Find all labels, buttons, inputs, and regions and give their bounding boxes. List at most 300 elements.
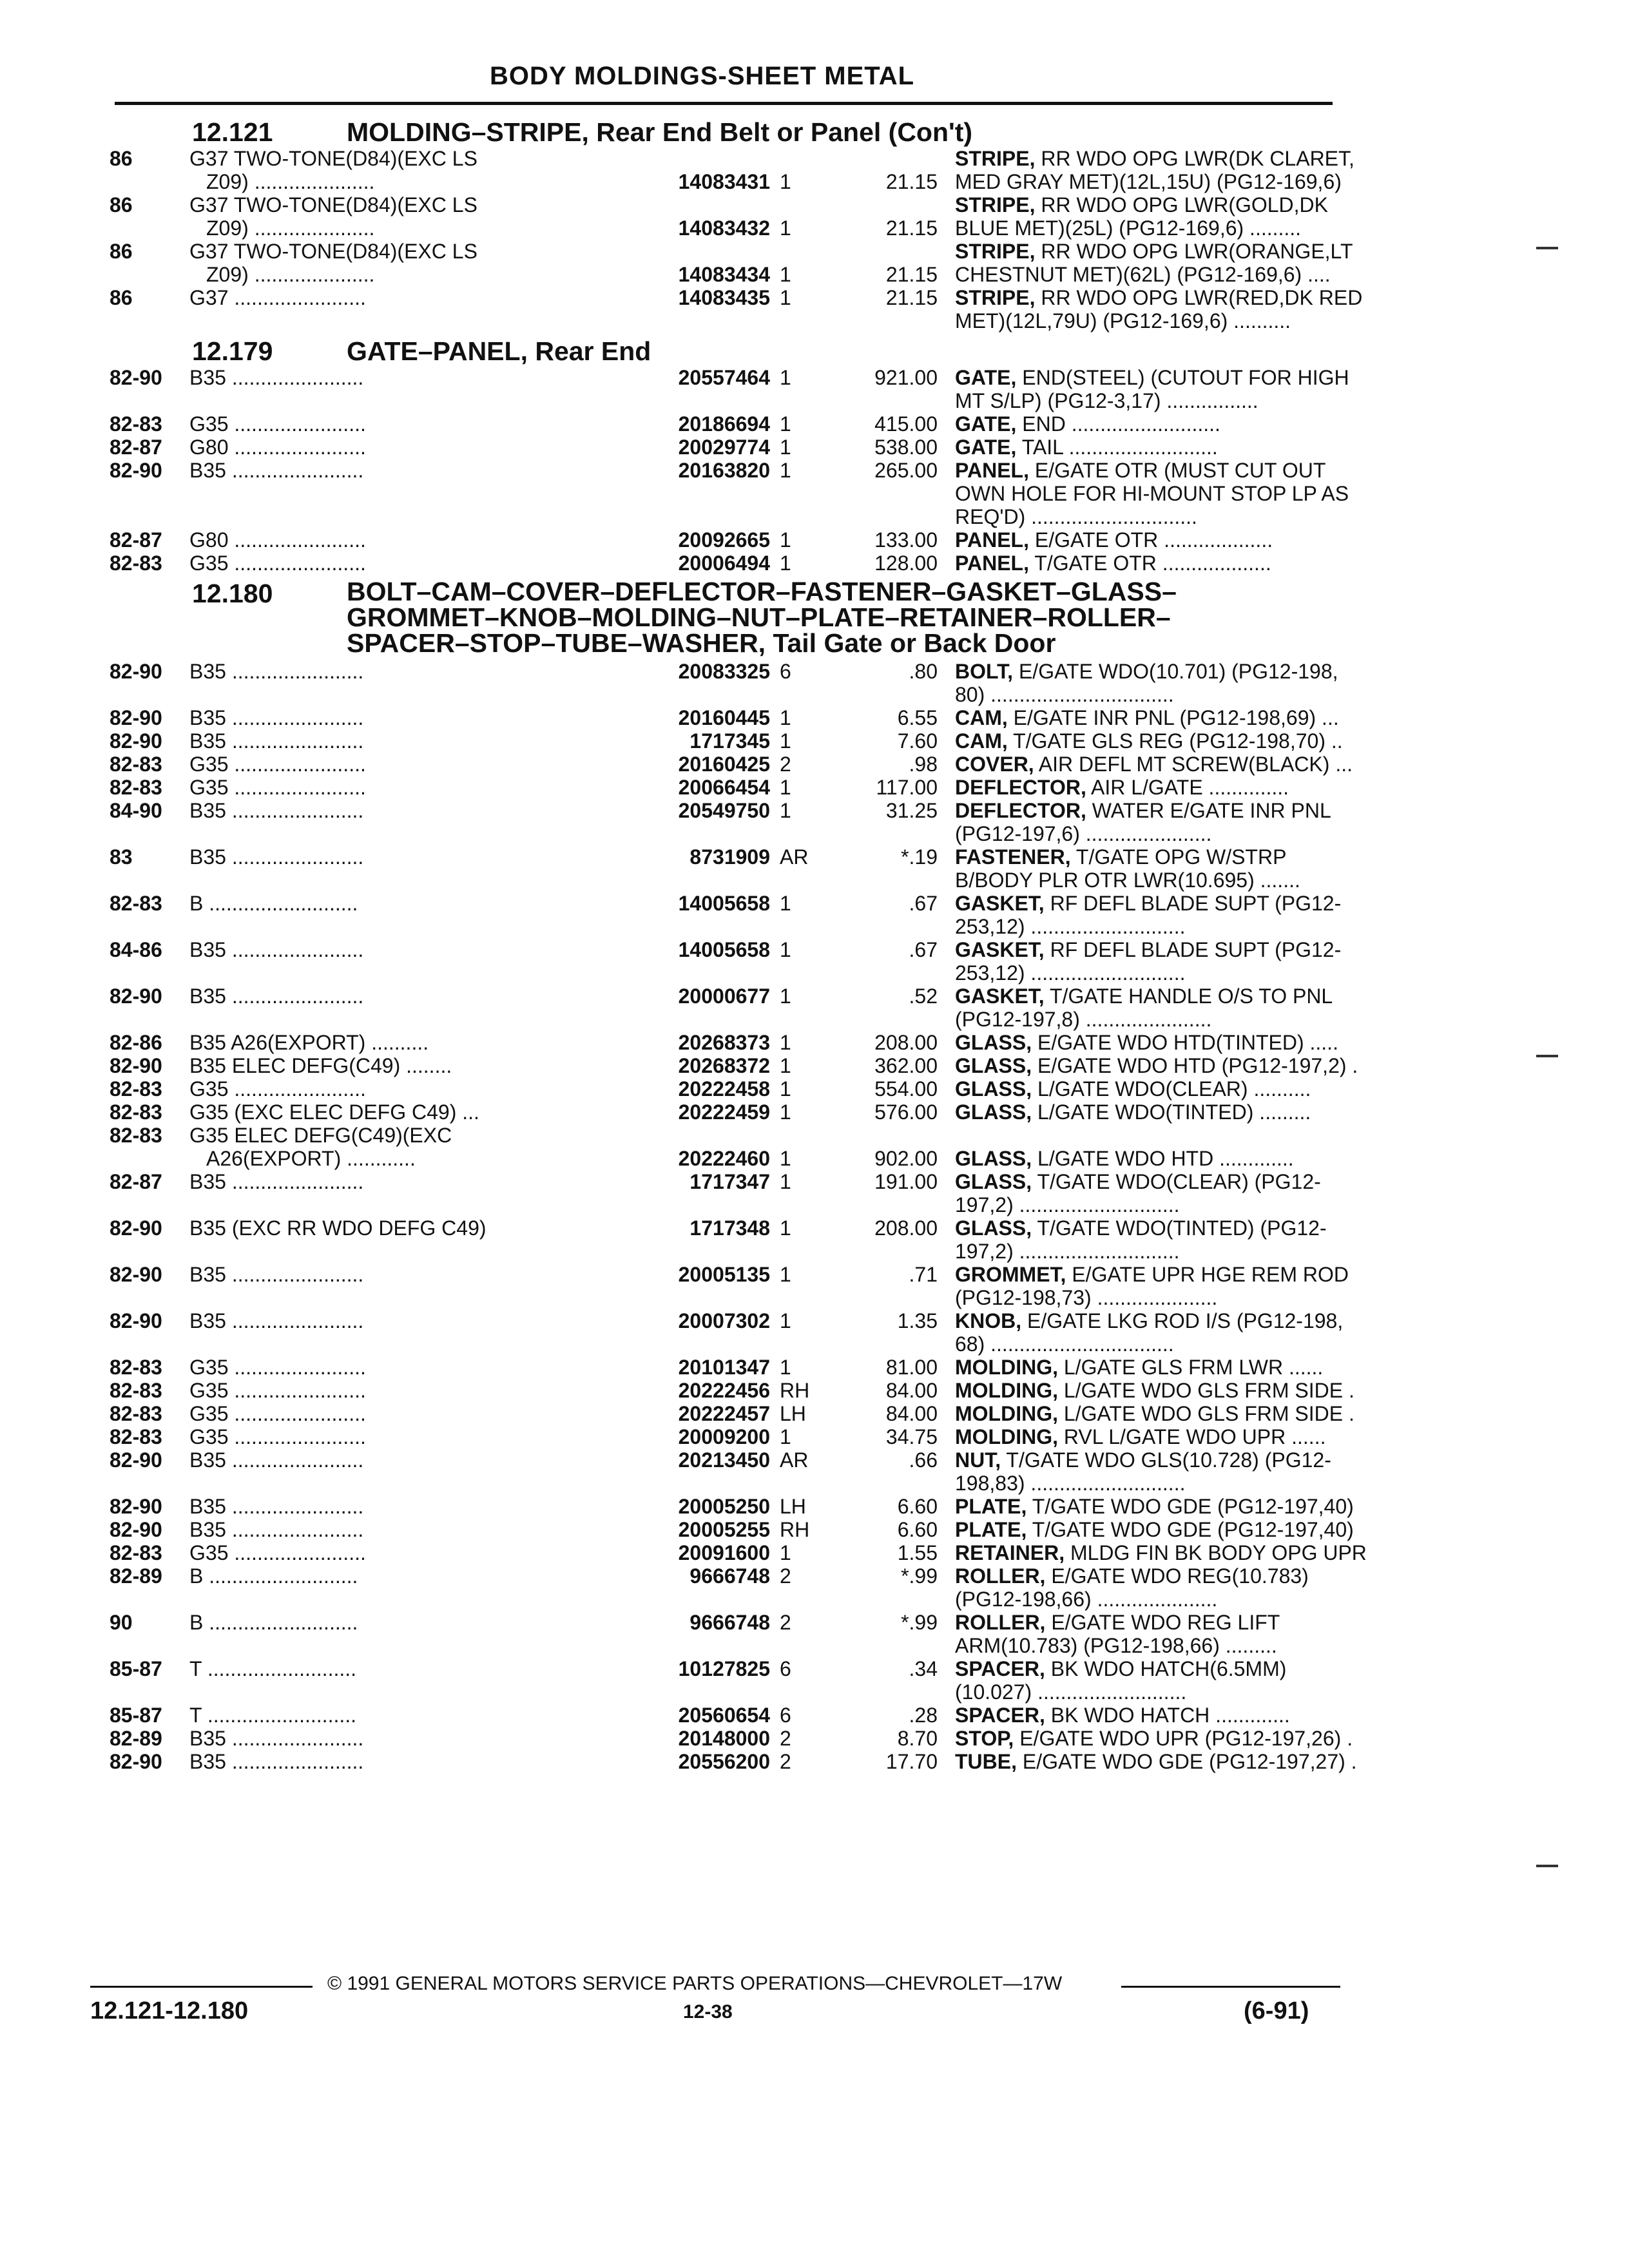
quantity: 1 [780, 1309, 791, 1332]
description-keyword: GLASS, [955, 1054, 1032, 1077]
description-line: FASTENER, T/GATE OPG W/STRP [955, 845, 1287, 869]
section-heading-line: GROMMET–KNOB–MOLDING–NUT–PLATE–RETAINER–ROLLER– [347, 602, 1171, 632]
model-applicability [189, 985, 363, 1008]
quantity: 1 [780, 1100, 791, 1124]
model-line: G80 ....................... [189, 528, 366, 552]
part-number: 20007302 [678, 1309, 770, 1332]
part-row [110, 729, 1343, 753]
description-line: GATE, TAIL .......................... [955, 436, 1218, 459]
description-line: 197,2) ............................ [955, 1240, 1180, 1263]
model-years: 82-90 [110, 1263, 162, 1286]
description-line: MOLDING, L/GATE WDO GLS FRM SIDE . [955, 1402, 1354, 1425]
model-years: 82-90 [110, 1448, 162, 1472]
price: .34 [909, 1657, 938, 1680]
margin-tick [1536, 247, 1558, 249]
description-line: BOLT, E/GATE WDO(10.701) (PG12-198, [955, 660, 1338, 683]
margin-tick [1536, 1055, 1558, 1057]
description-line: STRIPE, RR WDO OPG LWR(RED,DK RED [955, 286, 1363, 309]
description-line: NUT, T/GATE WDO GLS(10.728) (PG12- [955, 1448, 1331, 1472]
description-keyword: PLATE, [955, 1495, 1027, 1518]
description-line: REQ'D) ............................. [955, 505, 1197, 528]
model-line: G35 ....................... [189, 1077, 366, 1100]
price: .52 [909, 985, 938, 1008]
model-line: G35 ....................... [189, 776, 366, 799]
price: *.99 [901, 1611, 938, 1634]
quantity: 6 [780, 660, 791, 683]
part-row [110, 660, 1340, 706]
description-keyword: GATE, [955, 412, 1017, 436]
description-keyword: GLASS, [955, 1216, 1032, 1240]
model-line: B35 ....................... [189, 1750, 364, 1773]
price: .28 [909, 1704, 938, 1727]
model-years: 82-90 [110, 1216, 162, 1240]
part-number: 20005135 [678, 1263, 770, 1286]
model-applicability [189, 1124, 452, 1170]
part-row [110, 938, 1340, 985]
part-description [955, 1054, 1445, 1077]
model-line: G35 ....................... [189, 552, 366, 575]
price: 21.15 [885, 216, 938, 240]
quantity: 1 [780, 216, 791, 240]
model-line: G35 ....................... [189, 412, 366, 436]
description-line: GASKET, T/GATE HANDLE O/S TO PNL [955, 985, 1333, 1008]
part-number: 20186694 [678, 412, 770, 436]
part-row [110, 1518, 1354, 1541]
description-keyword: GLASS, [955, 1100, 1032, 1124]
part-description [955, 528, 1445, 552]
quantity: 1 [780, 938, 791, 961]
margin-tick [1536, 1865, 1558, 1867]
description-line: SPACER, BK WDO HATCH(6.5MM) [955, 1657, 1287, 1680]
model-years: 82-90 [110, 459, 162, 482]
model-line: B35 ....................... [189, 1263, 364, 1286]
part-number: 14005658 [678, 892, 770, 915]
part-description [955, 1170, 1445, 1216]
quantity: 6 [780, 1704, 791, 1727]
model-applicability [189, 753, 366, 776]
model-applicability [189, 706, 363, 729]
part-row [110, 845, 1340, 892]
model-years: 82-90 [110, 1054, 162, 1077]
model-line: Z09) ..................... [206, 170, 375, 193]
quantity: 1 [780, 1216, 791, 1240]
price: 7.60 [897, 729, 938, 753]
model-applicability [189, 1379, 366, 1402]
description-keyword: BOLT, [955, 660, 1014, 683]
description-line: GLASS, E/GATE WDO HTD (PG12-197,2) . [955, 1054, 1358, 1077]
quantity: 1 [780, 729, 791, 753]
model-years: 82-83 [110, 552, 162, 575]
part-description [955, 240, 1445, 286]
description-line: (PG12-197,8) ...................... [955, 1008, 1212, 1031]
footer-copyright: © 1991 GENERAL MOTORS SERVICE PARTS OPERATIONS—CHEVROLET—17W [327, 1973, 1063, 1994]
footer-rule-left [90, 1986, 313, 1988]
model-applicability [189, 1425, 366, 1448]
part-description [955, 1031, 1445, 1054]
price: 117.00 [876, 776, 938, 799]
description-keyword: GASKET, [955, 892, 1045, 915]
part-row [110, 1564, 1340, 1611]
price: 208.00 [874, 1216, 938, 1240]
model-applicability [189, 892, 358, 915]
model-years: 82-90 [110, 1309, 162, 1332]
model-line: B35 ....................... [189, 985, 364, 1008]
quantity: 1 [780, 1170, 791, 1193]
model-line: B35 ....................... [189, 706, 364, 729]
description-line: GLASS, T/GATE WDO(CLEAR) (PG12- [955, 1170, 1321, 1193]
model-line: G37 ....................... [189, 286, 366, 309]
part-row [110, 1657, 1340, 1704]
quantity: 1 [780, 366, 791, 389]
model-line: G37 TWO-TONE(D84)(EXC LS [189, 240, 477, 263]
quantity: 2 [780, 1611, 791, 1634]
part-row [110, 1309, 1344, 1356]
description-line: PANEL, E/GATE OTR ................... [955, 528, 1273, 552]
part-row [110, 1425, 1340, 1448]
model-line: B35 ....................... [189, 1448, 364, 1472]
model-years: 82-89 [110, 1564, 162, 1588]
description-line: GLASS, L/GATE WDO(TINTED) ......... [955, 1100, 1311, 1124]
model-line: B35 ....................... [189, 845, 364, 869]
model-applicability [189, 938, 363, 961]
model-applicability [189, 240, 477, 286]
model-line: Z09) ..................... [206, 263, 375, 286]
price: 128.00 [874, 552, 938, 575]
quantity: 2 [780, 1750, 791, 1773]
quantity: 1 [780, 1263, 791, 1286]
price: 6.60 [897, 1518, 938, 1541]
section-heading [347, 336, 651, 367]
model-line: G35 ....................... [189, 1356, 366, 1379]
description-keyword: GASKET, [955, 985, 1045, 1008]
description-keyword: STRIPE, [955, 240, 1036, 263]
model-years: 85-87 [110, 1704, 162, 1727]
model-applicability [189, 552, 366, 575]
description-keyword: GATE, [955, 436, 1017, 459]
model-line: T .......................... [189, 1657, 357, 1680]
price: 84.00 [885, 1402, 938, 1425]
model-line: B35 ELEC DEFG(C49) ........ [189, 1054, 452, 1077]
part-description [955, 1564, 1445, 1611]
model-line: B35 ....................... [189, 1170, 364, 1193]
description-keyword: CAM, [955, 729, 1008, 753]
part-row [110, 1077, 1340, 1100]
part-number: 20101347 [678, 1356, 770, 1379]
model-applicability [189, 1541, 366, 1564]
description-keyword: FASTENER, [955, 845, 1071, 869]
part-description [955, 1448, 1445, 1495]
model-line: G35 ....................... [189, 753, 366, 776]
model-line: G80 ....................... [189, 436, 366, 459]
model-years: 82-90 [110, 1518, 162, 1541]
description-line: (PG12-198,73) ..................... [955, 1286, 1218, 1309]
model-years: 82-90 [110, 1750, 162, 1773]
model-line: B35 ....................... [189, 459, 364, 482]
description-line: 198,83) ........................... [955, 1472, 1186, 1495]
description-line: 80) ................................ [955, 683, 1174, 706]
model-line: B35 ....................... [189, 729, 364, 753]
part-number: 20066454 [678, 776, 770, 799]
part-number: 20160445 [678, 706, 770, 729]
description-line: GASKET, RF DEFL BLADE SUPT (PG12- [955, 938, 1342, 961]
part-row [110, 459, 1349, 528]
description-keyword: GLASS, [955, 1147, 1032, 1170]
description-keyword: PLATE, [955, 1518, 1027, 1541]
model-line: B35 A26(EXPORT) .......... [189, 1031, 429, 1054]
catalog-content [110, 113, 1367, 1773]
model-line: B35 ....................... [189, 1518, 364, 1541]
part-row [110, 1263, 1349, 1309]
part-description [955, 706, 1445, 729]
model-years: 84-86 [110, 938, 162, 961]
price: .71 [909, 1263, 938, 1286]
quantity: 1 [780, 436, 791, 459]
model-line: B .......................... [189, 1611, 358, 1634]
description-line: PANEL, E/GATE OTR (MUST CUT OUT [955, 459, 1326, 482]
quantity: 1 [780, 1425, 791, 1448]
model-line: G35 ELEC DEFG(C49)(EXC [189, 1124, 452, 1147]
price: 21.15 [885, 170, 938, 193]
quantity: 1 [780, 799, 791, 822]
part-number: 20222460 [678, 1147, 770, 1170]
description-line: MED GRAY MET)(12L,15U) (PG12-169,6) [955, 170, 1342, 193]
part-row [110, 1402, 1354, 1425]
part-description [955, 412, 1445, 436]
description-keyword: MOLDING, [955, 1425, 1058, 1448]
part-description [955, 286, 1445, 332]
model-applicability [189, 1100, 479, 1124]
model-applicability [189, 412, 366, 436]
description-line: PLATE, T/GATE WDO GDE (PG12-197,40) [955, 1518, 1354, 1541]
price: 81.00 [885, 1356, 938, 1379]
model-years: 84-90 [110, 799, 162, 822]
model-applicability [189, 1657, 356, 1680]
part-description [955, 1263, 1445, 1309]
description-keyword: PANEL, [955, 552, 1029, 575]
part-number: 20092665 [678, 528, 770, 552]
part-row [110, 1216, 1340, 1263]
description-line: CHESTNUT MET)(62L) (PG12-169,6) .... [955, 263, 1331, 286]
model-applicability [189, 1495, 363, 1518]
model-years: 86 [110, 147, 133, 170]
part-number: 1717347 [689, 1170, 770, 1193]
model-applicability [189, 459, 363, 482]
quantity: 1 [780, 892, 791, 915]
model-applicability [189, 1402, 366, 1425]
part-description [955, 1425, 1445, 1448]
part-row [110, 552, 1340, 575]
part-row [110, 436, 1340, 459]
part-number: 20268372 [678, 1054, 770, 1077]
model-years: 82-83 [110, 1077, 162, 1100]
part-number: 20557464 [678, 366, 770, 389]
quantity: RH [780, 1518, 810, 1541]
part-number: 20005250 [678, 1495, 770, 1518]
description-line: GROMMET, E/GATE UPR HGE REM ROD [955, 1263, 1349, 1286]
part-row [110, 799, 1340, 845]
model-line: B35 ....................... [189, 1309, 364, 1332]
price: *.99 [901, 1564, 938, 1588]
model-applicability [189, 1216, 487, 1240]
price: 1.35 [897, 1309, 938, 1332]
model-years: 82-83 [110, 776, 162, 799]
part-number: 20160425 [678, 753, 770, 776]
quantity: 1 [780, 1077, 791, 1100]
model-applicability [189, 1054, 452, 1077]
model-line: G35 ....................... [189, 1402, 366, 1425]
part-row [110, 147, 1354, 193]
price: 265.00 [874, 459, 938, 482]
part-number: 20556200 [678, 1750, 770, 1773]
model-years: 82-87 [110, 1170, 162, 1193]
part-description [955, 1518, 1445, 1541]
part-description [955, 193, 1445, 240]
model-years: 82-83 [110, 1425, 162, 1448]
price: .98 [909, 753, 938, 776]
model-years: 82-87 [110, 436, 162, 459]
part-number: 14083434 [678, 263, 770, 286]
section-heading-line: BOLT–CAM–COVER–DEFLECTOR–FASTENER–GASKET–GLASS– [347, 577, 1177, 606]
description-line: PLATE, T/GATE WDO GDE (PG12-197,40) [955, 1495, 1354, 1518]
part-number: 9666748 [689, 1611, 770, 1634]
part-number: 20222456 [678, 1379, 770, 1402]
quantity: 1 [780, 459, 791, 482]
description-line: MT S/LP) (PG12-3,17) ................ [955, 389, 1258, 412]
part-row [110, 1611, 1340, 1657]
description-line: GLASS, L/GATE WDO HTD ............. [955, 1147, 1294, 1170]
description-line: ARM(10.783) (PG12-198,66) ......... [955, 1634, 1277, 1657]
description-keyword: GROMMET, [955, 1263, 1066, 1286]
section-heading-line: MOLDING–STRIPE, Rear End Belt or Panel (Con't) [347, 117, 973, 147]
model-years: 82-90 [110, 660, 162, 683]
description-keyword: TUBE, [955, 1750, 1017, 1773]
quantity: 2 [780, 1564, 791, 1588]
description-line: 197,2) ............................ [955, 1193, 1180, 1216]
model-years: 82-90 [110, 1495, 162, 1518]
part-number: 14083435 [678, 286, 770, 309]
quantity: 1 [780, 985, 791, 1008]
description-keyword: GATE, [955, 366, 1017, 389]
description-line: DEFLECTOR, AIR L/GATE .............. [955, 776, 1289, 799]
quantity: 2 [780, 753, 791, 776]
description-keyword: GLASS, [955, 1077, 1032, 1100]
description-keyword: DEFLECTOR, [955, 799, 1086, 822]
part-number: 20083325 [678, 660, 770, 683]
price: 133.00 [874, 528, 938, 552]
model-line: T .......................... [189, 1704, 357, 1727]
part-description [955, 1356, 1445, 1379]
part-row [110, 193, 1340, 240]
model-applicability [189, 1309, 363, 1332]
description-line: OWN HOLE FOR HI-MOUNT STOP LP AS [955, 482, 1349, 505]
part-description [955, 1309, 1445, 1356]
quantity: RH [780, 1379, 810, 1402]
description-line: ROLLER, E/GATE WDO REG LIFT [955, 1611, 1280, 1634]
price: 921.00 [874, 366, 938, 389]
section-heading [347, 579, 1340, 656]
part-number: 20163820 [678, 459, 770, 482]
section-title [110, 332, 1340, 366]
description-line: CAM, T/GATE GLS REG (PG12-198,70) .. [955, 729, 1343, 753]
model-applicability [189, 1704, 356, 1727]
model-applicability [189, 776, 366, 799]
quantity: 2 [780, 1727, 791, 1750]
section-number: 12.180 [192, 579, 273, 608]
part-description [955, 436, 1445, 459]
model-years: 83 [110, 845, 133, 869]
part-description [955, 892, 1445, 938]
part-row [110, 1379, 1354, 1402]
model-line: B .......................... [189, 1564, 358, 1588]
description-keyword: MOLDING, [955, 1356, 1058, 1379]
model-line: G37 TWO-TONE(D84)(EXC LS [189, 147, 477, 170]
part-number: 20148000 [678, 1727, 770, 1750]
price: 208.00 [874, 1031, 938, 1054]
part-description [955, 753, 1445, 776]
part-row [110, 1031, 1340, 1054]
price: *.19 [901, 845, 938, 869]
description-line: KNOB, E/GATE LKG ROD I/S (PG12-198, [955, 1309, 1344, 1332]
part-row [110, 1356, 1340, 1379]
model-years: 82-83 [110, 412, 162, 436]
model-applicability [189, 436, 366, 459]
quantity: 1 [780, 170, 791, 193]
quantity: 1 [780, 412, 791, 436]
description-line: MOLDING, L/GATE WDO GLS FRM SIDE . [955, 1379, 1354, 1402]
model-applicability [189, 1448, 363, 1472]
model-years: 82-83 [110, 1541, 162, 1564]
part-number: 20222459 [678, 1100, 770, 1124]
price: 362.00 [874, 1054, 938, 1077]
part-row [110, 286, 1363, 332]
model-years: 82-83 [110, 1402, 162, 1425]
part-row [110, 1495, 1354, 1518]
description-keyword: STOP, [955, 1727, 1014, 1750]
model-line: G35 ....................... [189, 1425, 366, 1448]
model-line: G35 ....................... [189, 1379, 366, 1402]
description-line: (PG12-198,66) ..................... [955, 1588, 1218, 1611]
part-number: 10127825 [678, 1657, 770, 1680]
model-line: Z09) ..................... [206, 216, 375, 240]
quantity: 1 [780, 528, 791, 552]
part-number: 20000677 [678, 985, 770, 1008]
description-line: 253,12) ........................... [955, 915, 1186, 938]
model-years: 82-83 [110, 1100, 162, 1124]
section-heading-line: SPACER–STOP–TUBE–WASHER, Tail Gate or Back Door [347, 628, 1056, 658]
part-row [110, 1704, 1340, 1727]
price: 17.70 [885, 1750, 938, 1773]
description-keyword: RETAINER, [955, 1541, 1065, 1564]
description-keyword: NUT, [955, 1448, 1001, 1472]
price: 6.60 [897, 1495, 938, 1518]
description-line: B/BODY PLR OTR LWR(10.695) ....... [955, 869, 1300, 892]
price: 576.00 [874, 1100, 938, 1124]
model-line: B35 ....................... [189, 1495, 364, 1518]
part-description [955, 1704, 1445, 1727]
description-line: GATE, END(STEEL) (CUTOUT FOR HIGH [955, 366, 1349, 389]
part-number: 20560654 [678, 1704, 770, 1727]
description-line: 253,12) ........................... [955, 961, 1186, 985]
description-line: DEFLECTOR, WATER E/GATE INR PNL [955, 799, 1331, 822]
price: 6.55 [897, 706, 938, 729]
quantity: 1 [780, 286, 791, 309]
part-description [955, 660, 1445, 706]
part-number: 14083432 [678, 216, 770, 240]
part-row [110, 776, 1340, 799]
price: 34.75 [885, 1425, 938, 1448]
part-number: 20091600 [678, 1541, 770, 1564]
part-description [955, 1216, 1445, 1263]
